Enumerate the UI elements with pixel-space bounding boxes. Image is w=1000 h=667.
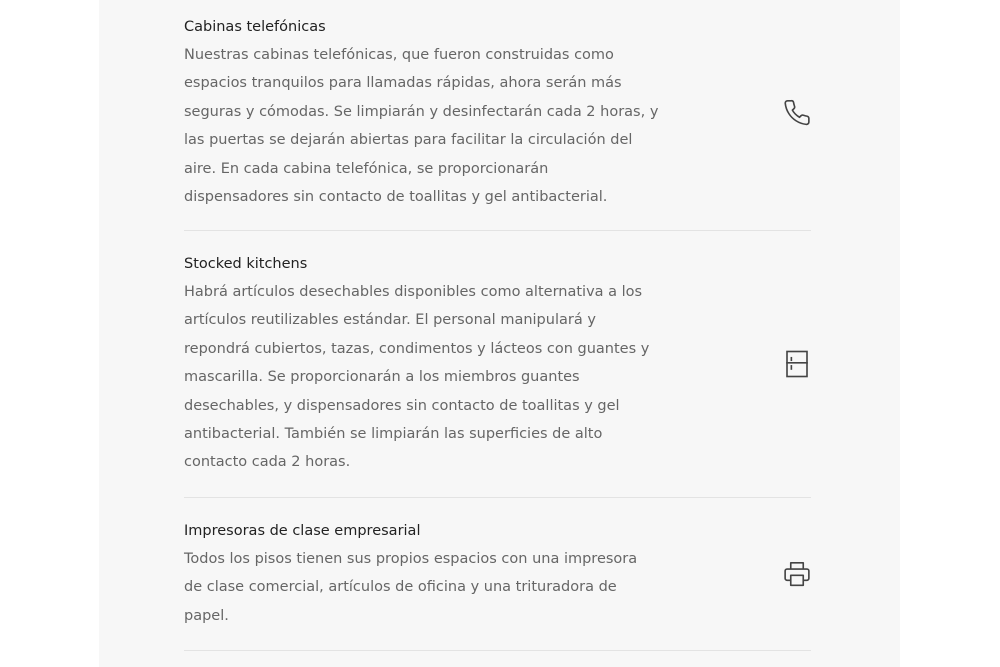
amenity-title: Impresoras de clase empresarial <box>184 523 421 539</box>
description-line: artículos reutilizables estándar. El personal manipulará y <box>184 312 596 329</box>
amenity-description <box>184 41 684 211</box>
fridge-icon <box>782 349 812 379</box>
amenities-panel <box>99 0 900 667</box>
description-line: mascarilla. Se proporcionarán a los miembros guantes <box>184 369 580 386</box>
description-line: contacto cada 2 horas. <box>184 454 351 471</box>
description-line: repondrá cubiertos, tazas, condimentos y lácteos con guantes y <box>184 340 650 357</box>
description-line: espacios tranquilos para llamadas rápidas, ahora serán más <box>184 75 622 92</box>
amenity-phone-booths <box>184 0 811 230</box>
section-divider <box>184 650 811 651</box>
description-line: Habrá artículos desechables disponibles como alternativa a los <box>184 284 643 300</box>
phone-icon <box>782 97 812 127</box>
description-line: las puertas se dejarán abiertas para facilitar la circulación del <box>184 132 633 149</box>
description-line: papel. <box>184 607 229 624</box>
amenity-printers <box>184 498 811 650</box>
description-line: de clase comercial, artículos de oficina y una trituradora de <box>184 579 617 596</box>
amenity-title: Cabinas telefónicas <box>184 19 326 35</box>
description-line: seguras y cómodas. Se limpiarán y desinfectarán cada 2 horas, y <box>184 103 659 120</box>
printer-icon <box>782 559 812 589</box>
amenity-stocked-kitchens <box>184 231 811 497</box>
description-line: dispensadores sin contacto de toallitas y gel antibacterial. <box>184 188 608 205</box>
amenity-description <box>184 278 684 477</box>
amenity-title: Stocked kitchens <box>184 256 308 272</box>
description-line: desechables, y dispensadores sin contacto de toallitas y gel <box>184 397 620 414</box>
amenity-description <box>184 545 684 630</box>
description-line: Nuestras cabinas telefónicas, que fueron construidas como <box>184 47 614 63</box>
description-line: antibacterial. También se limpiarán las superficies de alto <box>184 425 603 442</box>
description-line: aire. En cada cabina telefónica, se proporcionarán <box>184 160 549 177</box>
description-line: Todos los pisos tienen sus propios espacios con una impresora <box>184 551 638 567</box>
